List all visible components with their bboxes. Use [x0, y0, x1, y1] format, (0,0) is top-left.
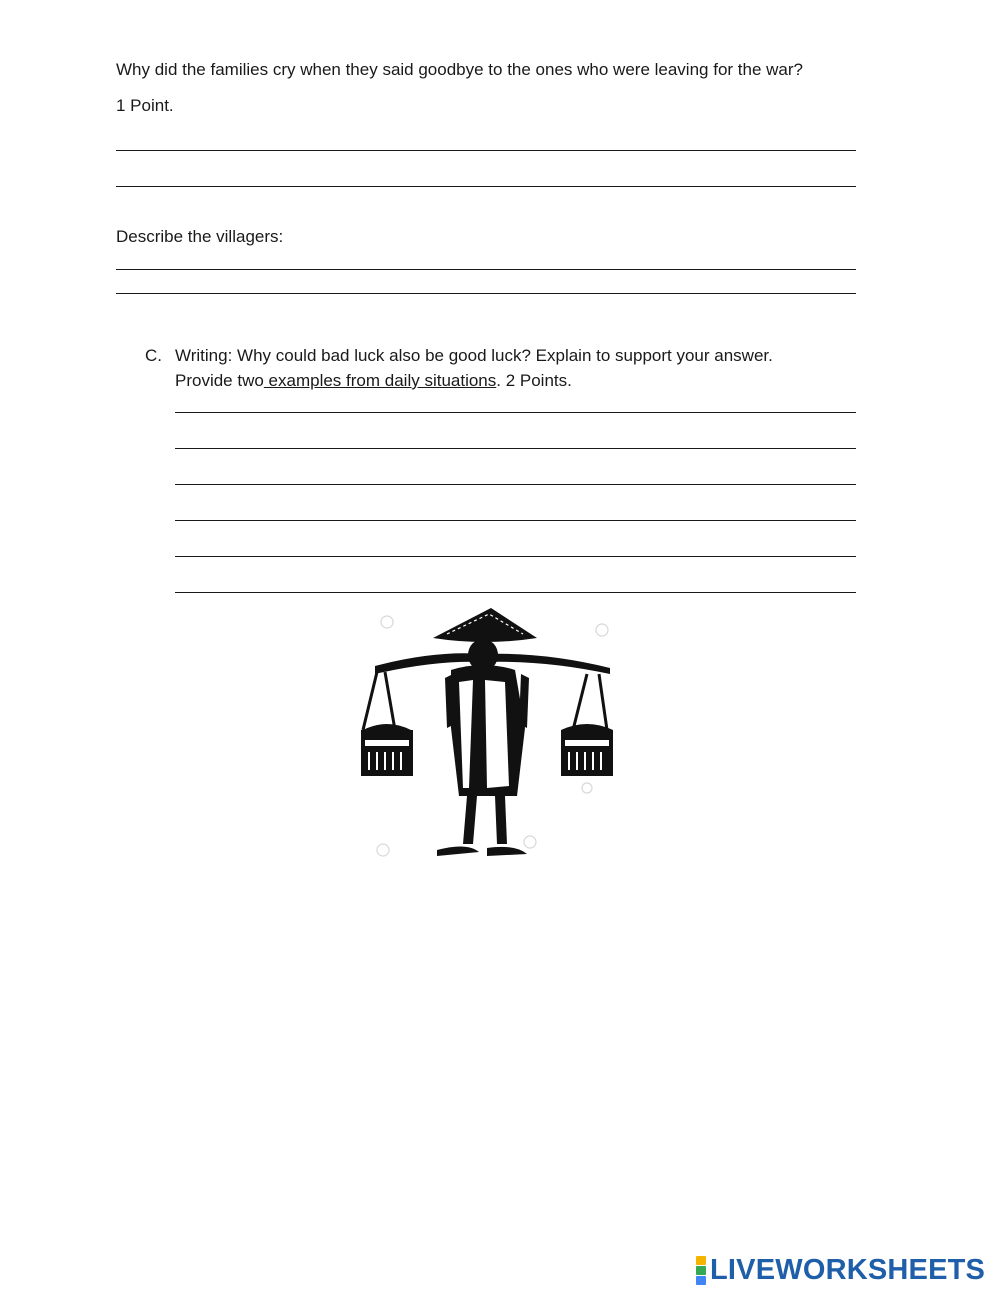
logo-block-i: [696, 1266, 706, 1275]
section-c-marker: C.: [145, 346, 162, 365]
answer-line-q1-1[interactable]: [116, 150, 856, 151]
answer-line-c-3[interactable]: [175, 484, 856, 485]
section-c-prompt-line-1: Writing: Why could bad luck also be good luck? Explain to support your answer.: [175, 346, 773, 365]
question-1-text: Why did the families cry when they said goodbye to the ones who were leaving for the war?: [116, 60, 803, 79]
section-c-prompt-line-2: [175, 371, 572, 391]
logo-text: LIVEWORKSHEETS: [710, 1253, 986, 1286]
liveworksheets-logo[interactable]: [696, 1254, 985, 1286]
farmer-carrying-buckets-icon: [355, 600, 620, 875]
section-c-prompt-underlined: examples from daily situations: [263, 371, 497, 390]
question-1-points: 1 Point.: [116, 96, 174, 115]
answer-line-c-4[interactable]: [175, 520, 856, 521]
answer-line-q1-2[interactable]: [116, 186, 856, 187]
answer-line-c-2[interactable]: [175, 448, 856, 449]
logo-blocks-icon: [696, 1256, 706, 1285]
answer-line-q2-1[interactable]: [116, 269, 856, 270]
answer-line-q2-2[interactable]: [116, 293, 856, 294]
answer-line-c-1[interactable]: [175, 412, 856, 413]
logo-block-l: [696, 1256, 706, 1265]
answer-line-c-5[interactable]: [175, 556, 856, 557]
logo-block-v: [696, 1276, 706, 1285]
section-c-prompt-part-1: Provide two: [175, 371, 264, 390]
answer-line-c-6[interactable]: [175, 592, 856, 593]
section-c-prompt-part-2: . 2 Points.: [496, 371, 572, 390]
question-2-text: Describe the villagers:: [116, 227, 284, 246]
